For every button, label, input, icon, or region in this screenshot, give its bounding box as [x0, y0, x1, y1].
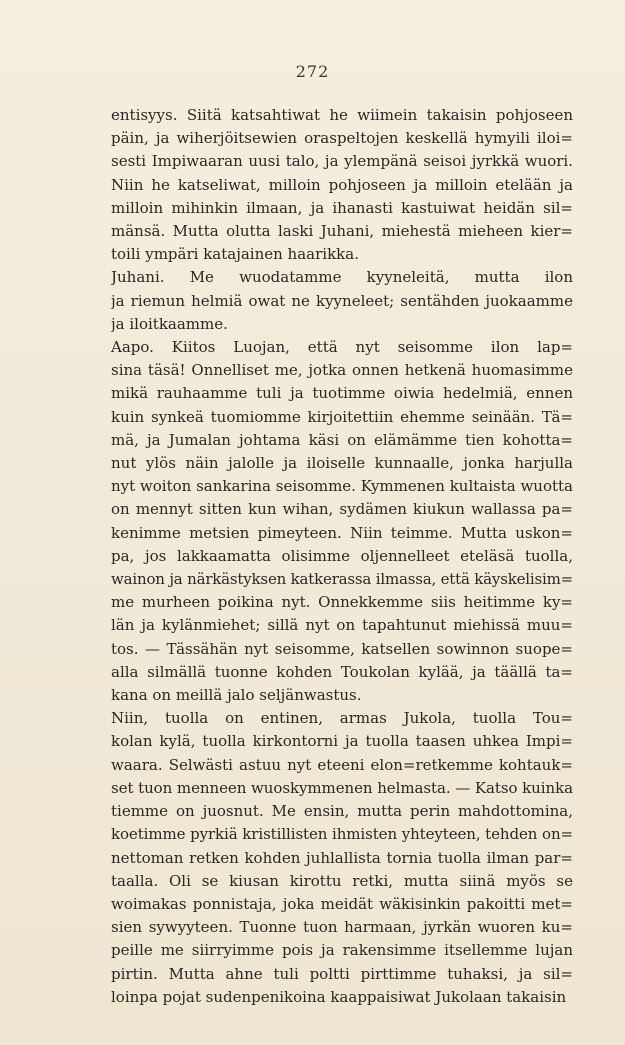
text-line: milloin mihinkin ilmaan, ja ihanasti kastuiwat heidän sil= [111, 198, 573, 217]
text-line: waara. Selwästi astuu nyt eteeni elon=retkemme kohtauk= [111, 755, 573, 774]
text-line: län ja kylänmiehet; sillä nyt on tapahtunut miehissä muu= [111, 616, 573, 635]
text-line: on mennyt sitten kun wihan, sydämen kiukun wallassa pa= [111, 500, 573, 519]
paragraph [111, 707, 573, 1009]
text-line: Juhani. Me wuodatamme kyyneleitä, mutta ilon [111, 268, 573, 287]
text-line: nyt woiton sankarina seisomme. Kymmenen kultaista wuotta [111, 477, 573, 496]
text-line: pirtin. Mutta ahne tuli poltti pirttimme tuhaksi, ja sil= [111, 964, 573, 983]
text-body [111, 104, 573, 1009]
text-line: ja riemun helmiä owat ne kyyneleet; sentähden juokaamme [111, 291, 573, 310]
paragraph [111, 266, 573, 336]
text-line: peille me siirryimme pois ja rakensimme itsellemme lujan [111, 941, 573, 960]
text-line: nut ylös näin jalolle ja iloiselle kunnaalle, jonka harjulla [111, 454, 573, 473]
text-line: mänsä. Mutta olutta laski Juhani, miehestä mieheen kier= [111, 222, 573, 241]
text-line: Niin, tuolla on entinen, armas Jukola, tuolla Tou= [111, 709, 573, 728]
text-line: sina täsä! Onnelliset me, jotka onnen hetkenä huomasimme [111, 361, 573, 380]
text-line: Niin he katseliwat, milloin pohjoseen ja milloin etelään ja [111, 175, 573, 194]
text-line: koetimme pyrkiä kristillisten ihmisten yhteyteen, tehden on= [111, 825, 573, 844]
text-line: alla silmällä tuonne kohden Toukolan kylää, ja täällä ta= [111, 662, 573, 681]
text-line: kenimme metsien pimeyteen. Niin teimme. Mutta uskon= [111, 523, 573, 542]
text-line: kana on meillä jalo seljänwastus. [111, 686, 362, 705]
text-line: sien sywyyteen. Tuonne tuon harmaan, jyrkän wuoren ku= [111, 918, 573, 937]
text-line: nettoman retken kohden juhlallista tornia tuolla ilman par= [111, 848, 573, 867]
page-number: 272 [295, 62, 330, 81]
text-line: ja iloitkaamme. [111, 314, 228, 333]
text-line: sesti Impiwaaran uusi talo, ja ylempänä seisoi jyrkkä wuori. [111, 152, 573, 171]
text-line: tiemme on juosnut. Me ensin, mutta perin mahdottomina, [111, 802, 573, 821]
text-line: set tuon menneen wuoskymmenen helmasta. — Katso kuinka [111, 778, 573, 797]
text-line: toili ympäri katajainen haarikka. [111, 245, 359, 264]
text-line: päin, ja wiherjöitsewien oraspeltojen keskellä hymyili iloi= [111, 129, 573, 148]
text-line: entisyys. Siitä katsahtiwat he wiimein takaisin pohjoseen [111, 106, 573, 124]
text-line: woimakas ponnistaja, joka meidät wäkisinkin pakoitti met= [111, 894, 573, 913]
text-line: pa, jos lakkaamatta olisimme oljennelleet eteläsä tuolla, [111, 546, 573, 565]
text-line: taalla. Oli se kiusan kirottu retki, mutta siinä myös se [111, 871, 573, 890]
text-line: loinpa pojat sudenpenikoina kaappaisiwat Jukolaan takaisin [111, 987, 567, 1006]
text-line: wainon ja närkästyksen katkerassa ilmassa, että käyskelisim= [111, 570, 573, 589]
paragraph [111, 336, 573, 707]
text-line: Aapo. Kiitos Luojan, että nyt seisomme ilon lap= [111, 338, 573, 357]
text-line: kuin synkeä tuomiomme kirjoitettiin ehemme seinään. Tä= [111, 407, 573, 426]
text-line: kolan kylä, tuolla kirkontorni ja tuolla taasen uhkea Impi= [111, 732, 573, 751]
text-line: mikä rauhaamme tuli ja tuotimme oiwia hedelmiä, ennen [111, 384, 573, 403]
paragraph [111, 104, 573, 266]
text-line: me murheen poikina nyt. Onnekkemme siis heitimme ky= [111, 593, 573, 612]
text-line: mä, ja Jumalan johtama käsi on elämämme tien kohotta= [111, 430, 573, 449]
text-line: tos. — Tässähän nyt seisomme, katsellen sowinnon suope= [111, 639, 573, 658]
